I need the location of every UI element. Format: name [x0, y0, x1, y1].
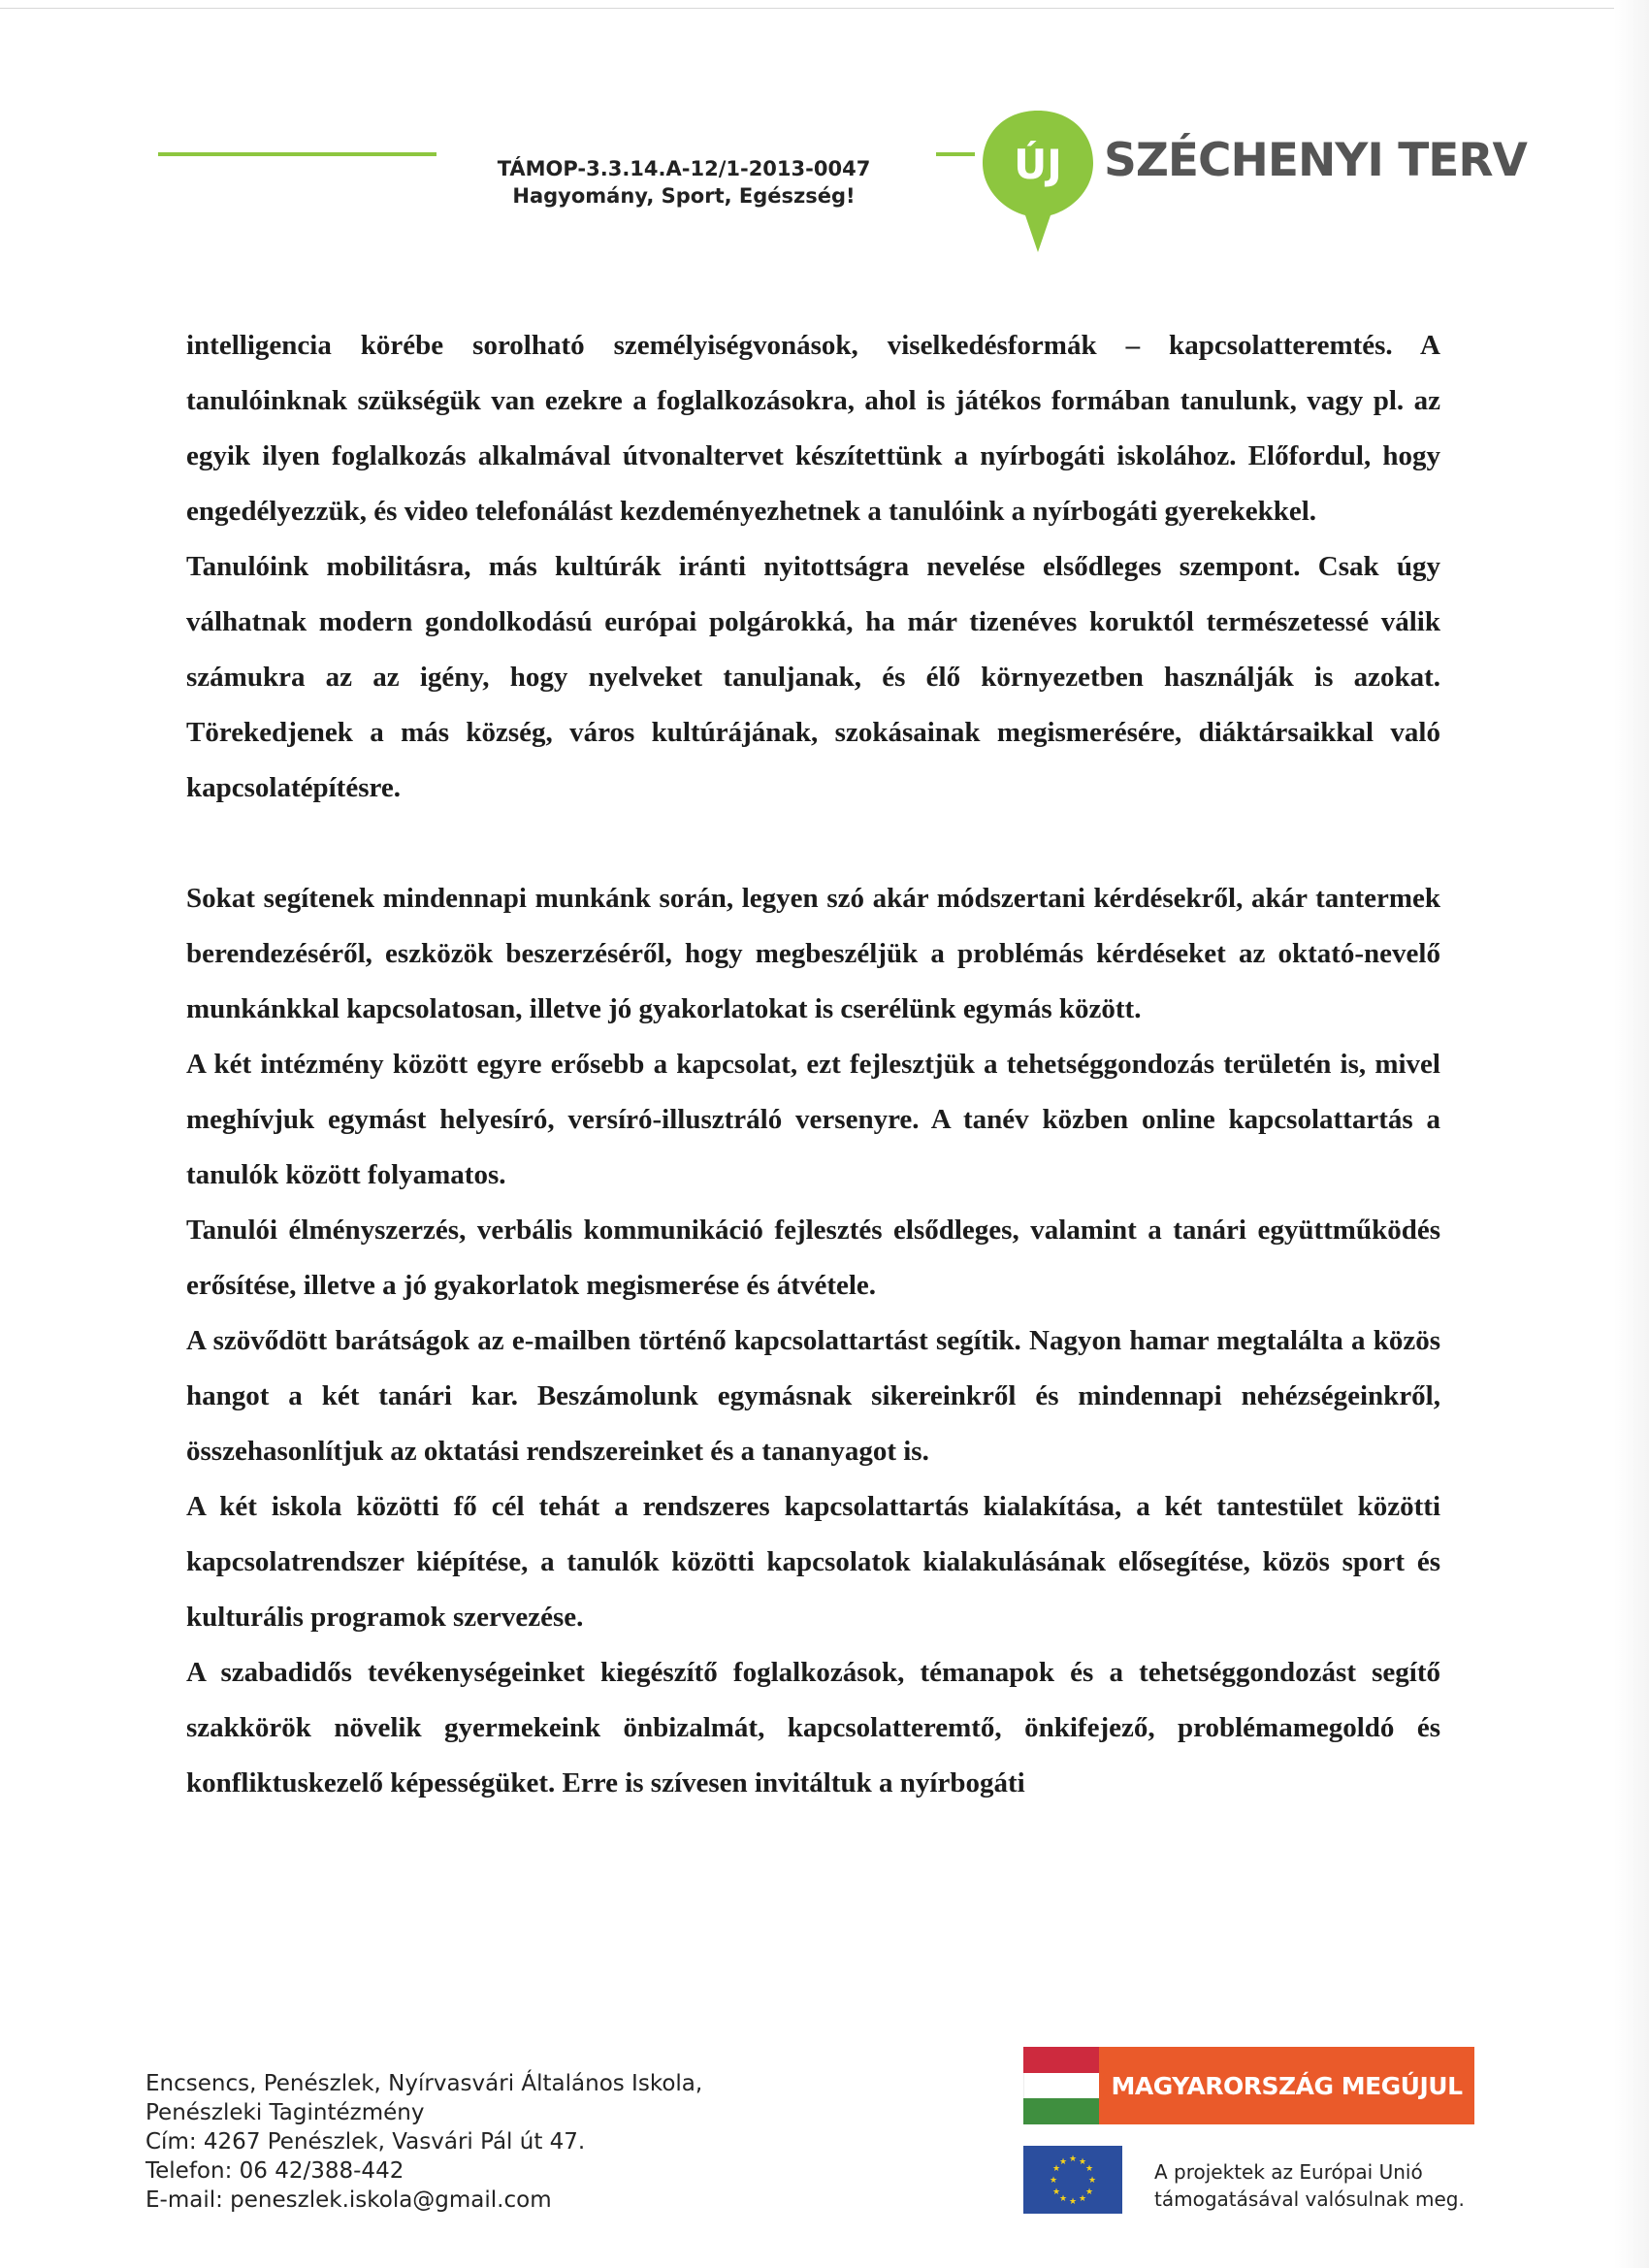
eu-flag-icon: [1023, 2146, 1122, 2214]
svg-text:★: ★: [1049, 2176, 1058, 2186]
svg-text:★: ★: [1084, 2187, 1094, 2197]
address-line: Cím: 4267 Penészlek, Vasvári Pál út 47.: [146, 2129, 586, 2155]
eu-text-line: támogatásával valósulnak meg.: [1154, 2187, 1465, 2211]
szechenyi-logo-pin-icon: [975, 105, 1101, 255]
svg-text:★: ★: [1051, 2164, 1061, 2174]
paragraph: A két iskola közötti fő cél tehát a rendszeres kapcsolattartás kialakítása, a két tantestület közötti kapcsolatrendszer kiépítése, a tanulók közötti kapcsolatok kialakulásának elősegítése, közös sport és kulturális programok szervezése.: [186, 1491, 1440, 1633]
phone-line: Telefon: 06 42/388-442: [146, 2158, 404, 2184]
address-line: Penészleki Tagintézmény: [146, 2100, 425, 2125]
eu-text-line: A projektek az Európai Unió: [1154, 2160, 1423, 2184]
header-accent-line-right: [936, 152, 975, 156]
magyarorszag-megujul-banner: MAGYARORSZÁG MEGÚJUL: [1099, 2047, 1474, 2124]
paragraph: A szabadidős tevékenységeinket kiegészítő foglalkozások, témanapok és a tehetséggondozást segítő szakkörök növelik gyermekeink önbizalmát, kapcsolatteremtő, önkifejező, problémamegoldó és konfliktuskezelő képességüket. Erre is szívesen invitáltuk a nyírbogáti: [186, 1657, 1440, 1798]
svg-text:★: ★: [1078, 2194, 1087, 2204]
hungarian-flag-icon: [1023, 2047, 1099, 2124]
svg-text:★: ★: [1058, 2157, 1068, 2167]
svg-text:★: ★: [1078, 2157, 1087, 2167]
email-line: E-mail: peneszlek.iskola@gmail.com: [146, 2187, 552, 2213]
paragraph: A két intézmény között egyre erősebb a kapcsolat, ezt fejlesztjük a tehetséggondozás területén is, mivel meghívjuk egymást helyesíró, versíró-illusztráló versenyre. A tanév közben online kapcsolattartás a tanulók között folyamatos.: [186, 1049, 1440, 1190]
header-accent-line: [158, 152, 436, 156]
svg-text:★: ★: [1058, 2194, 1068, 2204]
scan-top-line: [0, 8, 1649, 9]
footer-address: [146, 2069, 702, 2215]
paragraph: A szövődött barátságok az e-mailben történő kapcsolattartást segítik. Nagyon hamar megtalálta a közös hangot a két tanári kar. Beszámolunk egymásnak sikereinkről és mindennapi nehézségeinkről, összehasonlítjuk az oktatási rendszereinket és a tananyagot is.: [186, 1325, 1440, 1467]
project-header: [456, 155, 912, 210]
svg-text:★: ★: [1068, 2155, 1078, 2164]
svg-text:★: ★: [1087, 2176, 1097, 2186]
svg-text:★: ★: [1084, 2164, 1094, 2174]
svg-text:★: ★: [1068, 2197, 1078, 2207]
logo-badge: ÚJ: [1014, 141, 1062, 188]
paragraph: intelligencia körébe sorolható személyiségvonások, viselkedésformák – kapcsolatteremtés. A tanulóinknak szükségük van ezekre a foglalkozásokra, ahol is játékos formában tanulunk, vagy pl. az egyik ilyen foglalkozás alkalmával útvonaltervet készítettünk a nyírbogáti iskolához. Előfordul, hogy engedélyezzük, és video telefonálást kezdeményezhetnek a tanulóink a nyírbogáti gyerekekkel.: [186, 330, 1440, 527]
eu-support-text: [1154, 2158, 1465, 2213]
svg-text:★: ★: [1051, 2187, 1061, 2197]
szechenyi-logo-text: SZÉCHENYI TERV: [1104, 134, 1527, 187]
address-line: Encsencs, Penészlek, Nyírvasvári Általános Iskola,: [146, 2071, 703, 2096]
paragraph: Sokat segítenek mindennapi munkánk során, legyen szó akár módszertani kérdésekről, akár tantermek berendezéséről, eszközök beszerzéséről, hogy megbeszéljük a problémás kérdéseket az oktató-nevelő munkánkkal kapcsolatosan, illetve jó gyakorlatokat is cserélünk egymás között.: [186, 883, 1440, 1024]
scan-edge-shadow: [1614, 0, 1649, 2268]
project-code: TÁMOP-3.3.14.A-12/1-2013-0047: [497, 157, 871, 180]
document-body: [186, 318, 1440, 1811]
paragraph: Tanulóink mobilitásra, más kultúrák iránti nyitottságra nevelése elsődleges szempont. Csak úgy válhatnak modern gondolkodású európai polgárokká, ha már tizenéves koruktól természetessé válik számukra az az igény, hogy nyelveket tanuljanak, és élő környezetben használják is azokat. Törekedjenek a más község, város kultúrájának, szokásainak megismerésére, diáktársaikkal való kapcsolatépítésre.: [186, 551, 1440, 803]
project-motto: Hagyomány, Sport, Egészség!: [512, 184, 856, 208]
paragraph: Tanulói élményszerzés, verbális kommunikáció fejlesztés elsődleges, valamint a tanári együttműködés erősítése, illetve a jó gyakorlatok megismerése és átvétele.: [186, 1215, 1440, 1301]
